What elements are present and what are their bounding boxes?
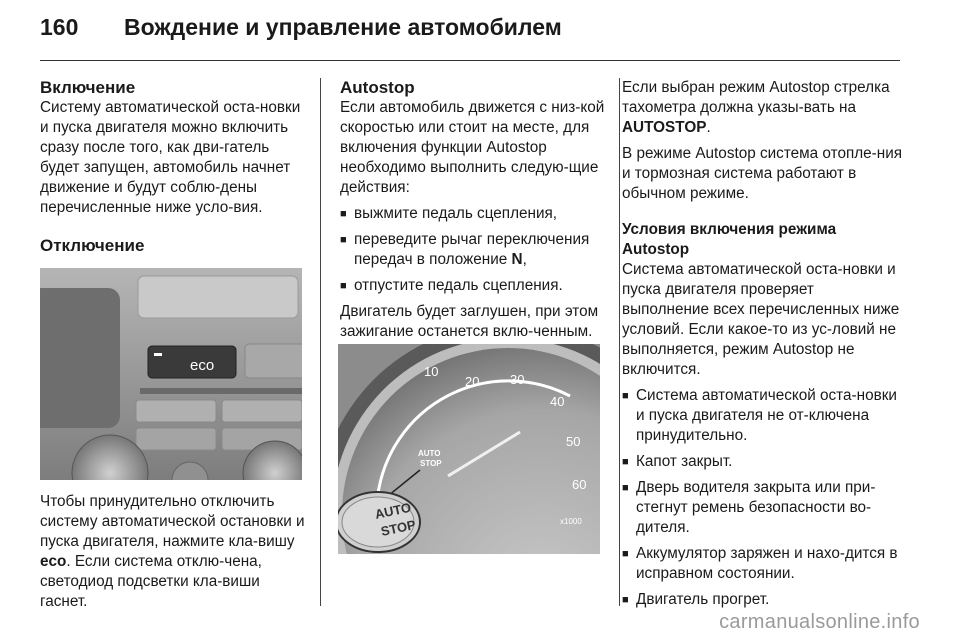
tick-label: 30 <box>510 372 525 387</box>
tick-label: 20 <box>465 374 480 389</box>
column-3 <box>622 78 904 616</box>
bullet-marker: ■ <box>340 234 347 246</box>
list-item-text: Система автоматической оста-новки и пуска двигателя не от-ключена принудительно. <box>636 387 897 444</box>
page-number: 160 <box>40 14 79 40</box>
column-divider-1 <box>320 78 321 606</box>
paragraph-off <box>40 492 305 612</box>
paragraph-needle-text-a: Если выбран режим Autostop стрелка тахометра должна указы-вать на <box>622 79 890 116</box>
page-title: Вождение и управление автомобилем <box>124 14 562 40</box>
tick-label: 60 <box>572 477 587 492</box>
list-item-text: выжмите педаль сцепления, <box>354 205 558 222</box>
paragraph-off-text-2: . Если система отклю-чена, светодиод подсветки кла-виши гаснет. <box>40 553 262 610</box>
figure-eco-panel <box>40 268 302 480</box>
paragraph-autostop-intro: Если автомобиль движется с низ-кой скоростью или стоит на месте, для включения функции Autostop необходимо выполнить следую-щие действия: <box>340 99 605 196</box>
figure-tachometer <box>338 344 600 554</box>
list-item <box>340 230 605 270</box>
heading-autostop: Autostop <box>340 78 415 97</box>
tick-label: 10 <box>424 364 439 379</box>
list-item <box>622 386 904 446</box>
list-item-text-a: переведите рычаг переключения передач в положение <box>354 231 590 268</box>
heading-conditions-line-2: Autostop <box>622 241 690 258</box>
gauge-autostop-small-1: AUTO <box>418 449 441 458</box>
bullet-marker: ■ <box>622 594 629 606</box>
paragraph-heating: В режиме Autostop система отопле-ния и тормозная система работают в обычном режиме. <box>622 145 903 202</box>
gauge-unit: x1000 <box>560 517 582 526</box>
paragraph-engine-stopped: Двигатель будет заглушен, при этом зажигание останется вклю-ченным. <box>340 303 599 340</box>
eco-button-label: eco <box>190 357 215 374</box>
column-1-lower <box>40 492 305 618</box>
heading-off: Отключение <box>40 236 145 255</box>
list-item <box>340 276 605 296</box>
bullet-marker: ■ <box>340 208 347 220</box>
autostop-mark: AUTOSTOP <box>622 119 707 136</box>
heading-on: Включение <box>40 78 136 97</box>
list-item <box>622 452 904 472</box>
list-item <box>622 478 904 538</box>
gauge-autostop-small-2: STOP <box>420 459 442 468</box>
bullet-marker: ■ <box>622 390 629 402</box>
column-2 <box>340 78 605 348</box>
bullet-marker: ■ <box>622 548 629 560</box>
list-item-text: Двигатель прогрет. <box>636 591 770 608</box>
bullet-marker: ■ <box>622 456 629 468</box>
column-1 <box>40 78 305 256</box>
eco-panel-illustration <box>40 268 302 480</box>
column-divider-2 <box>619 78 620 606</box>
list-item-text: Аккумулятор заряжен и нахо-дится в исправном состоянии. <box>636 545 898 582</box>
gear-position-n: N <box>511 251 523 268</box>
list-item-text: Капот закрыт. <box>636 453 733 470</box>
tachometer-illustration <box>338 344 600 554</box>
list-item-text: Дверь водителя закрыта или при-стегнут ремень безопасности во-дителя. <box>636 479 876 536</box>
tick-label: 50 <box>566 434 581 449</box>
eco-key-label: eco <box>40 553 67 570</box>
list-item-text-c: , <box>522 251 527 268</box>
paragraph-on: Систему автоматической оста-новки и пуска двигателя можно включить сразу после того, как дви-гатель будет запущен, автомобиль начнет движение и будут соблю-дены перечисленные ниже усло-вия. <box>40 99 301 216</box>
paragraph-needle-text-c: . <box>706 119 711 136</box>
heading-conditions-line-1: Условия включения режима <box>622 221 837 238</box>
heading-conditions <box>622 220 904 260</box>
gauge-autostop-big-2: STOP <box>379 516 418 539</box>
paragraph-needle <box>622 78 904 138</box>
header-rule <box>40 60 900 61</box>
watermark[interactable]: carmanualsonline.info <box>719 611 920 633</box>
list-item-text: отпустите педаль сцепления. <box>354 277 563 294</box>
list-item <box>622 590 904 610</box>
list-item <box>622 544 904 584</box>
bullet-marker: ■ <box>622 482 629 494</box>
bullet-marker: ■ <box>340 280 347 292</box>
tick-label: 40 <box>550 394 565 409</box>
gauge-autostop-big-1: AUTO <box>373 499 413 522</box>
list-item-text <box>354 230 605 270</box>
paragraph-conditions: Система автоматической оста-новки и пуска двигателя проверяет выполнение всех перечисленных ниже условий. Если какое-то из ус-ловий не выполняется, режим Autostop не включится. <box>622 261 900 378</box>
list-item <box>340 204 605 224</box>
paragraph-off-text-1: Чтобы принудительно отключить систему автоматической остановки и пуска двигателя, нажмите кла-вишу <box>40 493 305 550</box>
